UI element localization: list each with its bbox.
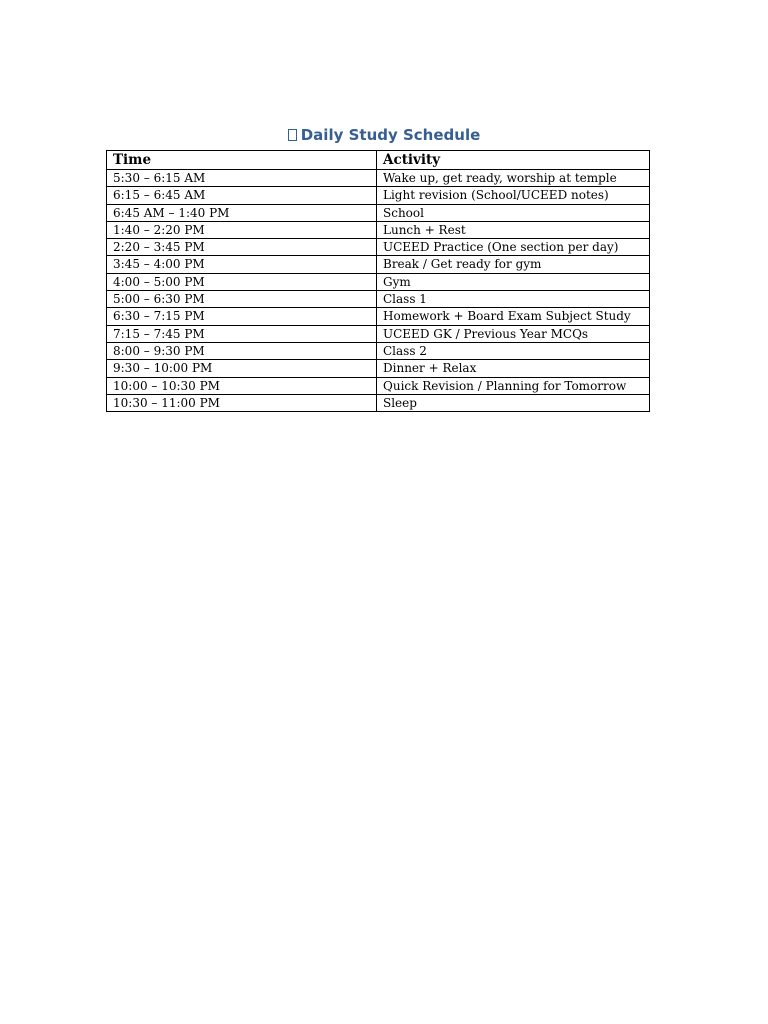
time-cell: 9:30 – 10:00 PM [107,360,377,377]
time-cell: 7:15 – 7:45 PM [107,325,377,342]
time-cell: 6:30 – 7:15 PM [107,308,377,325]
activity-cell: Dinner + Relax [377,360,650,377]
schedule-table [106,150,650,412]
page-title [0,124,768,146]
table-row [107,394,650,411]
activity-cell: UCEED GK / Previous Year MCQs [377,325,650,342]
time-cell: 6:45 AM – 1:40 PM [107,204,377,221]
table-row [107,204,650,221]
activity-cell: Wake up, get ready, worship at temple [377,170,650,187]
time-cell: 4:00 – 5:00 PM [107,273,377,290]
time-cell: 10:30 – 11:00 PM [107,394,377,411]
table-row [107,360,650,377]
activity-cell: Light revision (School/UCEED notes) [377,187,650,204]
activity-cell: Break / Get ready for gym [377,256,650,273]
table-row [107,273,650,290]
missing-glyph-icon [288,129,297,141]
table-row [107,239,650,256]
table-header-row [107,151,650,170]
column-header-time: Time [107,151,377,170]
page-title-text: Daily Study Schedule [300,126,481,144]
time-cell: 6:15 – 6:45 AM [107,187,377,204]
table-row [107,221,650,238]
time-cell: 5:30 – 6:15 AM [107,170,377,187]
activity-cell: Quick Revision / Planning for Tomorrow [377,377,650,394]
table-row [107,308,650,325]
table-body [107,170,650,412]
activity-cell: Sleep [377,394,650,411]
time-cell: 2:20 – 3:45 PM [107,239,377,256]
activity-cell: Homework + Board Exam Subject Study [377,308,650,325]
time-cell: 1:40 – 2:20 PM [107,221,377,238]
table-row [107,170,650,187]
time-cell: 3:45 – 4:00 PM [107,256,377,273]
activity-cell: Gym [377,273,650,290]
table-row [107,377,650,394]
time-cell: 10:00 – 10:30 PM [107,377,377,394]
time-cell: 8:00 – 9:30 PM [107,342,377,359]
column-header-activity: Activity [377,151,650,170]
time-cell: 5:00 – 6:30 PM [107,291,377,308]
table-row [107,187,650,204]
table-row [107,291,650,308]
activity-cell: School [377,204,650,221]
activity-cell: Class 2 [377,342,650,359]
activity-cell: UCEED Practice (One section per day) [377,239,650,256]
table-row [107,256,650,273]
table-row [107,325,650,342]
activity-cell: Class 1 [377,291,650,308]
activity-cell: Lunch + Rest [377,221,650,238]
table-row [107,342,650,359]
